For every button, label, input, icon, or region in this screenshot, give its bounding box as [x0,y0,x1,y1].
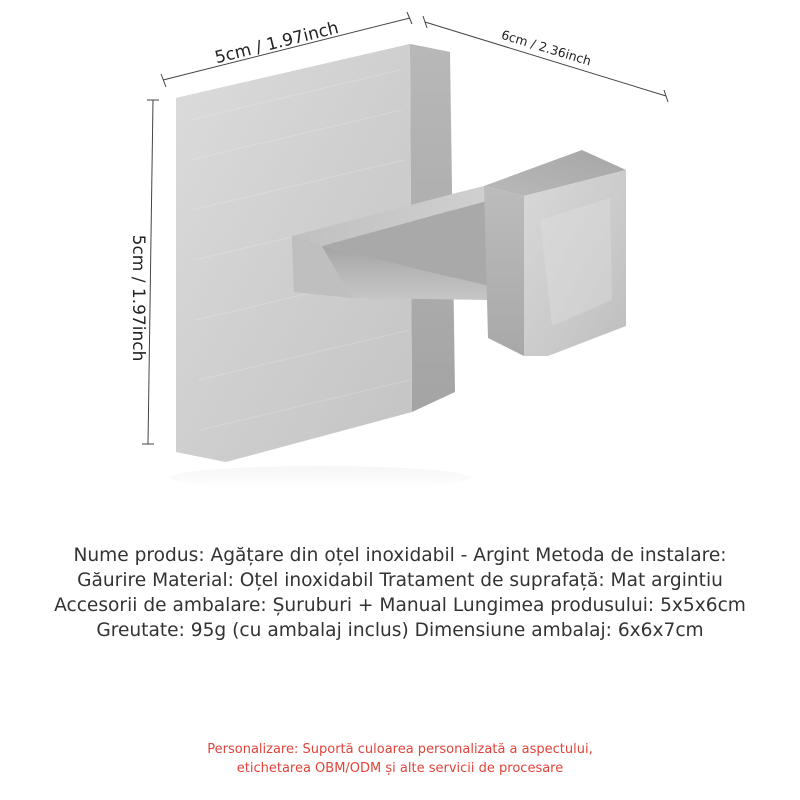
spec-line: Nume produs: Agățare din oțel inoxidabil - Argint Metoda de instalare: [73,545,727,566]
spec-line: Greutate: 95g (cu ambalaj inclus) Dimensiune ambalaj: 6x6x7cm [96,620,704,641]
product-specifications [0,543,800,643]
floor-shadow [170,466,470,490]
robe-hook-illustration [176,44,626,462]
spec-line: Găurire Material: Oțel inoxidabil Tratament de suprafață: Mat argintiu [77,570,723,591]
customization-note [0,740,800,778]
height-dimension-label: 5cm / 1.97inch [128,234,148,362]
height-dimension [128,100,159,444]
tip-left-face [484,186,524,356]
depth-dimension-label: 6cm / 2.36inch [499,26,594,69]
width-dimension-label: 5cm / 1.97inch [212,18,341,69]
spec-line: Accesorii de ambalare: Șuruburi + Manual Lungimea produsului: 5x5x6cm [54,595,746,616]
customization-line: etichetarea OBM/ODM și alte servicii de procesare [236,761,564,776]
customization-line: Personalizare: Suportă culoarea personalizată a aspectului, [207,742,593,757]
depth-dimension [423,16,668,102]
